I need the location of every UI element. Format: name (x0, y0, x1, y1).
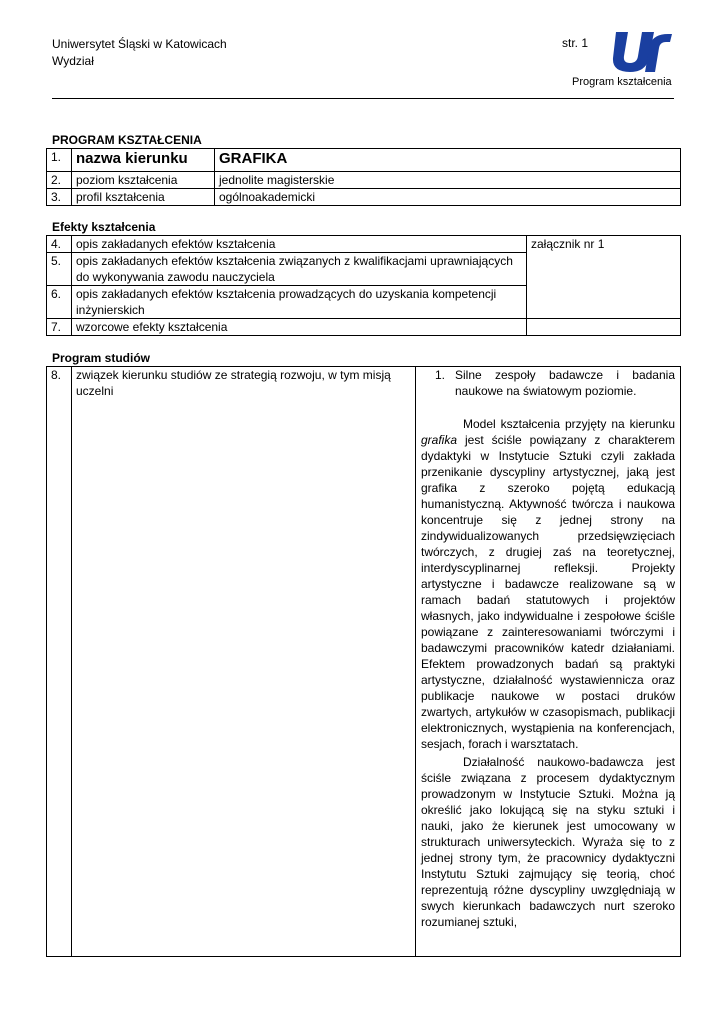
row-number: 6. (47, 286, 72, 319)
row-label: opis zakładanych efektów kształcenia związanych z kwalifikacjami uprawniających do wykonywania zawodu nauczyciela (72, 253, 527, 286)
attachment-cell: załącznik nr 1 (527, 236, 681, 319)
header-left (52, 36, 227, 70)
list-item (421, 367, 675, 399)
row-label: nazwa kierunku (72, 149, 215, 172)
table-row (47, 172, 681, 189)
table-row (47, 149, 681, 172)
program-table (46, 148, 681, 206)
paragraph-model (421, 415, 675, 752)
section-title-effects: Efekty kształcenia (52, 220, 156, 234)
row-label: profil kształcenia (72, 189, 215, 206)
row-number: 5. (47, 253, 72, 286)
row-number: 8. (47, 367, 72, 957)
paragraph-research: Działalność naukowo-badawcza jest ściśle związana z procesem dydaktycznym prowadzonym w Instytucie Sztuki. Można ją określić jako lokującą się na styku sztuki i nauki, jako że kierunek jest umocowany w strukturach uniwersyteckich. Wyraża się to z jednej strony tym, że pracownicy dydaktyczni Instytutu Sztuki zajmujący się teorią, choć reprezentują różne dyscypliny uwzględniają w swych kierunkach badawczych nurt szeroko rozumianej sztuki, (421, 755, 675, 929)
row-label: poziom kształcenia (72, 172, 215, 189)
study-program-table (46, 366, 681, 957)
paragraph-emphasis: grafika (421, 433, 458, 447)
row-label: opis zakładanych efektów kształcenia prowadzących do uzyskania kompetencji inżynierskich (72, 286, 527, 319)
section-title-study-program: Program studiów (52, 351, 151, 365)
empty-cell (527, 319, 681, 336)
paragraph-text: Model kształcenia przyjęty na kierunku (463, 417, 675, 431)
list-number: 1. (434, 368, 445, 382)
row-number: 3. (47, 189, 72, 206)
table-row (47, 367, 681, 957)
row-value: jednolite magisterskie (215, 172, 681, 189)
paragraph-text: jest ściśle powiązany z charakterem dydaktyki w Instytucie Sztuki czyli zakłada przenikanie dyscypliny artystycznej, jaką jest grafika z szeroko pojętą edukacją humanistyczną. Aktywność twórcza i naukowa koncentruje się z jednej strony na zindywidualizowanych przedsięwzięciach twórczych, z drugiej zaś na teoretycznej, interdyscyplinarnej refleksji. Projekty artystyczne i badawcze realizowane są w ramach badań statutowych i projektów własnych, jako indywidualne i zespołowe ściśle powiązane z zainteresowaniami twórczymi i badawczymi pracowników katedr działaniami. Efektem prowadzonych badań są praktyki artystyczne, działalność wystawiennicza oraz publikacje naukowe w postaci druków zwartych, artykułów w czasopismach, publikacji elektronicznych, wystąpienia na konferencjach, sesjach, forach i warsztatach. (421, 433, 675, 751)
university-name: Uniwersytet Śląski w Katowicach (52, 37, 227, 51)
row-number: 2. (47, 172, 72, 189)
table-row (47, 189, 681, 206)
doc-label: Program kształcenia (572, 76, 672, 88)
section-title-program: PROGRAM KSZTAŁCENIA (52, 133, 202, 147)
list-text: Silne zespoły badawcze i badania naukowe na światowym poziomie. (455, 368, 675, 398)
row-number: 7. (47, 319, 72, 336)
page-number: str. 1 (562, 36, 589, 50)
table-row (47, 236, 681, 253)
row-label: związek kierunku studiów ze strategią rozwoju, w tym misją uczelni (72, 367, 416, 957)
faculty-name: Wydział (52, 54, 94, 68)
row-value: ogólnoakademicki (215, 189, 681, 206)
strategy-description (416, 367, 681, 957)
university-logo-icon (610, 30, 674, 74)
row-number: 4. (47, 236, 72, 253)
row-label: wzorcowe efekty kształcenia (72, 319, 527, 336)
row-value: GRAFIKA (215, 149, 681, 172)
header-divider (52, 98, 674, 99)
effects-table (46, 235, 681, 336)
row-number: 1. (47, 149, 72, 172)
row-label: opis zakładanych efektów kształcenia (72, 236, 527, 253)
table-row (47, 319, 681, 336)
